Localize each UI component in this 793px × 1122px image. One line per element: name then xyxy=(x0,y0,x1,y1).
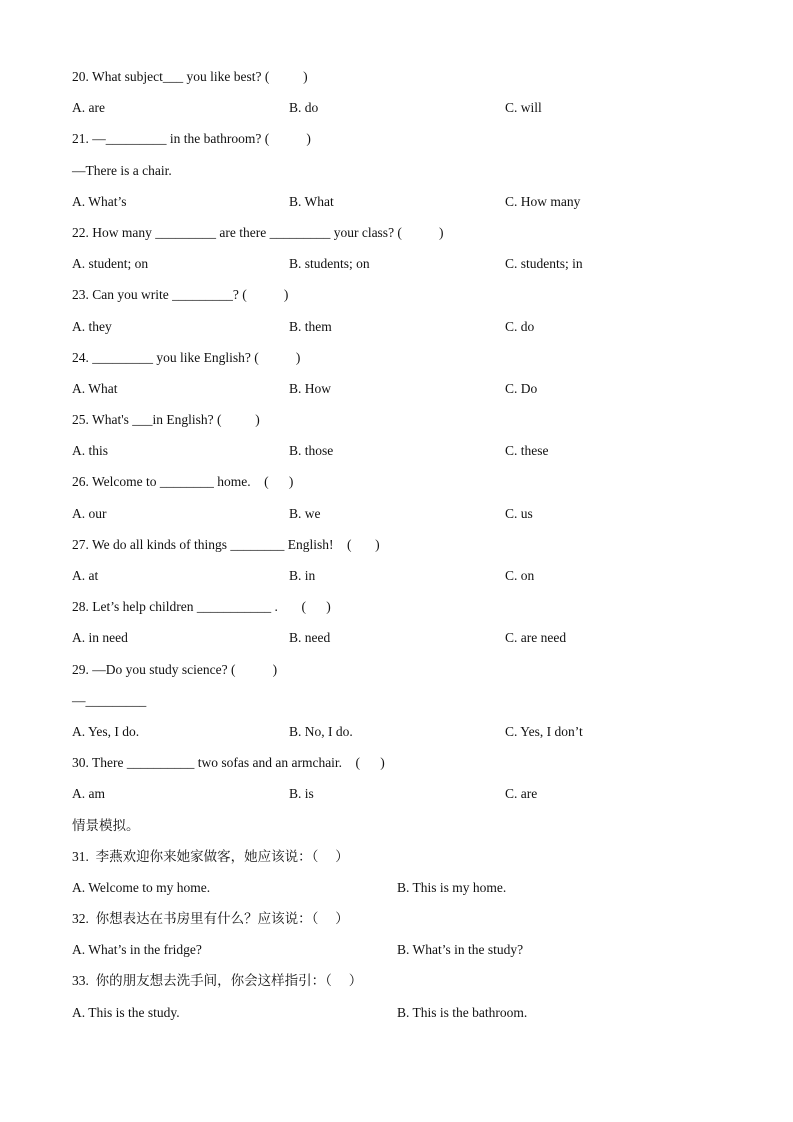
question-text: 21. —_________ in the bathroom? ( ) xyxy=(72,131,311,147)
question-text: 31. 李燕欢迎你来她家做客，她应该说：（ ） xyxy=(72,848,349,864)
answer-option: C. Yes, I don’t xyxy=(505,723,583,739)
question-text: 30. There __________ two sofas and an armchair. ( ) xyxy=(72,755,385,771)
answer-option: B. need xyxy=(289,630,331,646)
answer-option: C. on xyxy=(505,568,535,583)
question-text: 22. How many _________ are there _________ your class? ( ) xyxy=(72,224,444,240)
answer-option: A. in need xyxy=(72,630,128,646)
answer-option: C. How many xyxy=(505,193,581,209)
answer-option: B. those xyxy=(289,443,334,459)
answer-option: B. No, I do. xyxy=(289,723,353,739)
answer-options-row xyxy=(72,440,732,471)
question-text: —_________ xyxy=(72,692,147,708)
question-text: 29. —Do you study science? ( ) xyxy=(72,661,278,677)
question-text: 26. Welcome to ________ home. ( ) xyxy=(72,474,294,490)
answer-option: A. are xyxy=(72,100,105,116)
answer-option: A. What’s xyxy=(72,193,127,209)
answer-option: B. This is my home. xyxy=(397,879,507,895)
answer-option: A. Welcome to my home. xyxy=(72,879,211,895)
answer-option: C. do xyxy=(505,318,535,334)
answer-option: A. at xyxy=(72,568,99,583)
answer-option: C. students; in xyxy=(505,256,583,272)
question-text: 情景模拟。 xyxy=(72,817,140,833)
answer-options-row xyxy=(72,503,732,534)
answer-option: B. This is the bathroom. xyxy=(397,1004,528,1020)
question-text: 28. Let’s help children ___________ . ( ) xyxy=(72,599,331,615)
answer-options-row xyxy=(72,253,732,284)
answer-option: C. are xyxy=(505,786,538,802)
answer-option: B. is xyxy=(289,786,314,802)
answer-options-row xyxy=(72,565,732,596)
answer-option: A. they xyxy=(72,318,112,334)
answer-option: C. these xyxy=(505,443,549,459)
answer-option: B. What xyxy=(289,193,334,209)
answer-options-row xyxy=(72,316,732,347)
answer-options-row xyxy=(72,939,732,970)
answer-option: B. What’s in the study? xyxy=(397,942,524,958)
answer-option: A. am xyxy=(72,786,105,802)
answer-option: A. This is the study. xyxy=(72,1004,180,1020)
answer-option: B. we xyxy=(289,505,321,521)
answer-option: C. us xyxy=(505,505,533,521)
answer-option: A. Yes, I do. xyxy=(72,723,140,739)
answer-option: A. What’s in the fridge? xyxy=(72,942,202,958)
question-text: 25. What's ___in English? ( ) xyxy=(72,412,260,428)
answer-option: B. students; on xyxy=(289,256,370,272)
answer-option: A. this xyxy=(72,443,109,459)
question-list xyxy=(72,66,732,1033)
question-text: 27. We do all kinds of things ________ English! ( ) xyxy=(72,536,380,552)
answer-options-row xyxy=(72,877,732,908)
answer-option: C. Do xyxy=(505,380,538,396)
answer-option: B. in xyxy=(289,568,316,583)
answer-option: A. our xyxy=(72,505,107,521)
question-text: —There is a chair. xyxy=(72,162,172,178)
answer-options-row xyxy=(72,97,732,128)
answer-options-row xyxy=(72,191,732,222)
question-text: 33. 你的朋友想去洗手间，你会这样指引：（ ） xyxy=(72,973,363,989)
answer-option: B. them xyxy=(289,318,332,334)
question-text: 32. 你想表达在书房里有什么？应该说：（ ） xyxy=(72,911,349,927)
answer-options-row xyxy=(72,378,732,409)
answer-option: B. How xyxy=(289,380,332,396)
answer-options-row xyxy=(72,721,732,752)
answer-options-row xyxy=(72,1002,732,1033)
answer-option: A. What xyxy=(72,380,118,396)
question-text: 24. _________ you like English? ( ) xyxy=(72,349,301,365)
answer-option: A. student; on xyxy=(72,256,149,272)
question-text: 20. What subject___ you like best? ( ) xyxy=(72,69,308,84)
answer-option: B. do xyxy=(289,100,319,116)
answer-options-row xyxy=(72,627,732,658)
question-text: 23. Can you write _________? ( ) xyxy=(72,287,289,303)
answer-options-row xyxy=(72,783,732,814)
answer-option: C. are need xyxy=(505,630,567,646)
answer-option: C. will xyxy=(505,100,542,116)
